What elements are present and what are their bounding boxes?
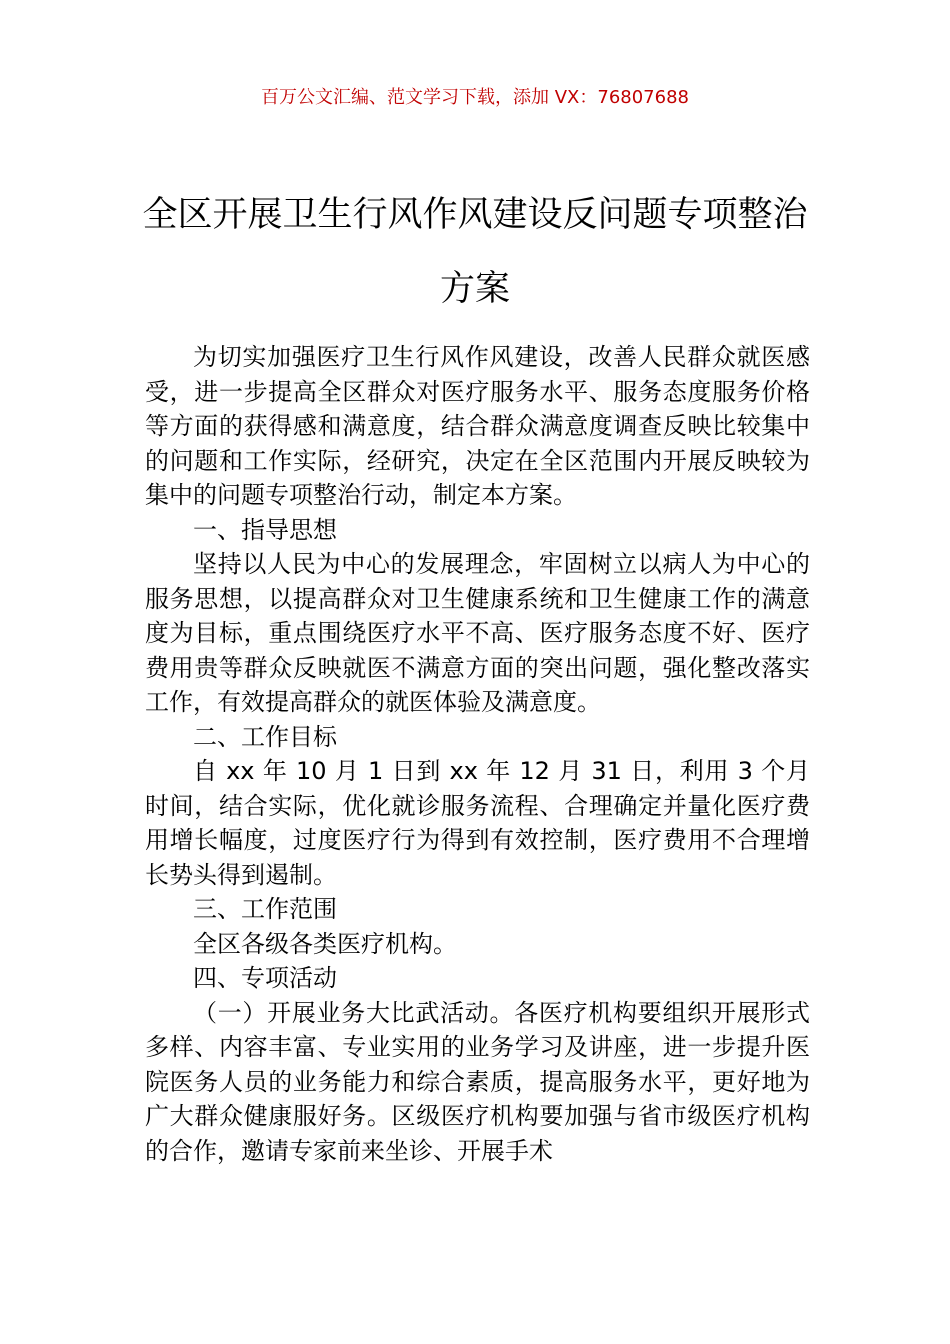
document-body xyxy=(145,340,810,1168)
section-heading-guiding-ideology: 一、指导思想 xyxy=(193,515,337,544)
section-heading-special-activities: 四、专项活动 xyxy=(193,964,337,992)
guiding-ideology-paragraph: 坚持以人民为中心的发展理念，牢固树立以病人为中心的服务思想，以提高群众对卫生健康系统和卫生健康工作的满意度为目标，重点围绕医疗水平不高、医疗服务态度不好、医疗费用贵等群众反映就医不满意方面的突出问题，强化整改落实工作，有效提高群众的就医体验及满意度。 xyxy=(145,550,810,716)
special-activities-paragraph: （一）开展业务大比武活动。各医疗机构要组织开展形式多样、内容丰富、专业实用的业务学习及讲座，进一步提升医院医务人员的业务能力和综合素质，提高服务水平，更好地为广大群众健康服好务。区级医疗机构要加强与省市级医疗机构的合作，邀请专家前来坐诊、开展手术 xyxy=(145,998,810,1165)
work-scope-paragraph: 全区各级各类医疗机构。 xyxy=(193,929,457,958)
section-heading-work-scope: 三、工作范围 xyxy=(193,895,337,923)
header-note: 百万公文汇编、范文学习下载，添加 VX：76807688 xyxy=(261,87,689,108)
section-heading-work-goals: 二、工作目标 xyxy=(193,722,337,751)
document-title: 全区开展卫生行风作风建设反问题专项整治方案 xyxy=(142,195,808,309)
work-goals-paragraph: 自 xx 年 10 月 1 日到 xx 年 12 月 31 日，利用 3 个月时间，结合实际，优化就诊服务流程、合理确定并量化医疗费用增长幅度，过度医疗行为得到有效控制，医疗费用不合理增长势头得到遏制。 xyxy=(145,757,810,889)
intro-paragraph: 为切实加强医疗卫生行风作风建设，改善人民群众就医感受，进一步提高全区群众对医疗服务水平、服务态度服务价格等方面的获得感和满意度，结合群众满意度调查反映比较集中的问题和工作实际，经研究，决定在全区范围内开展反映较为集中的问题专项整治行动，制定本方案。 xyxy=(145,343,810,509)
